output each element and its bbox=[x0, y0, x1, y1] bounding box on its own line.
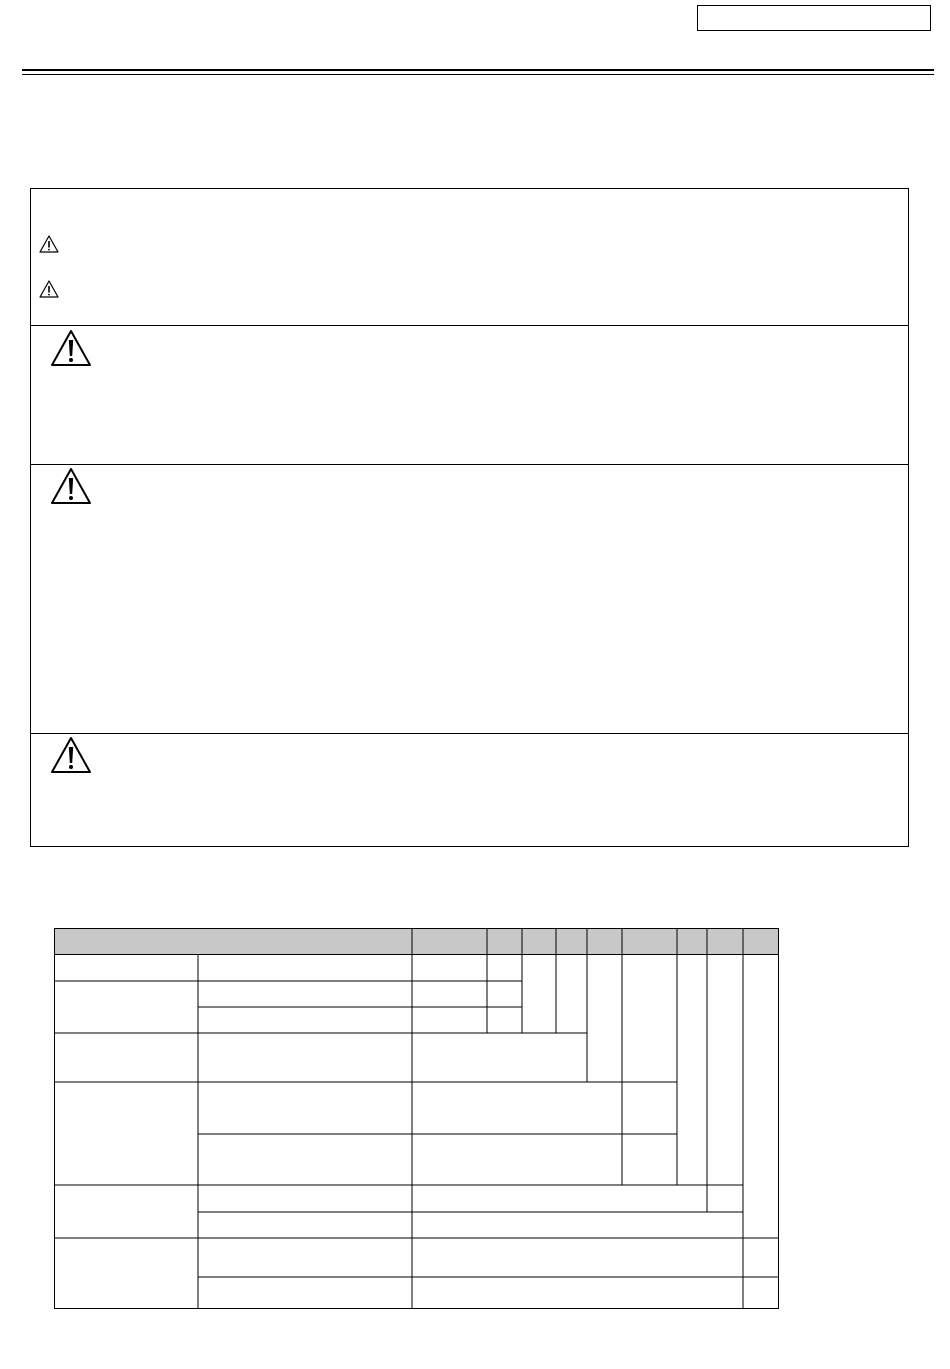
header-rule-bottom bbox=[22, 74, 934, 75]
table-header-row bbox=[55, 929, 779, 955]
document-number-box bbox=[697, 5, 931, 31]
warning-triangle-icon bbox=[50, 736, 92, 774]
compatibility-table bbox=[54, 928, 779, 1309]
header-rule-top bbox=[22, 69, 934, 71]
panel-divider-1 bbox=[31, 325, 908, 326]
safety-panel bbox=[30, 188, 909, 847]
compatibility-table-grid bbox=[54, 928, 779, 1309]
warning-triangle-icon bbox=[50, 329, 92, 367]
warning-triangle-icon bbox=[39, 235, 59, 253]
warning-triangle-icon bbox=[39, 280, 59, 298]
warning-triangle-icon bbox=[50, 467, 92, 505]
panel-divider-3 bbox=[31, 733, 908, 734]
panel-divider-2 bbox=[31, 464, 908, 465]
